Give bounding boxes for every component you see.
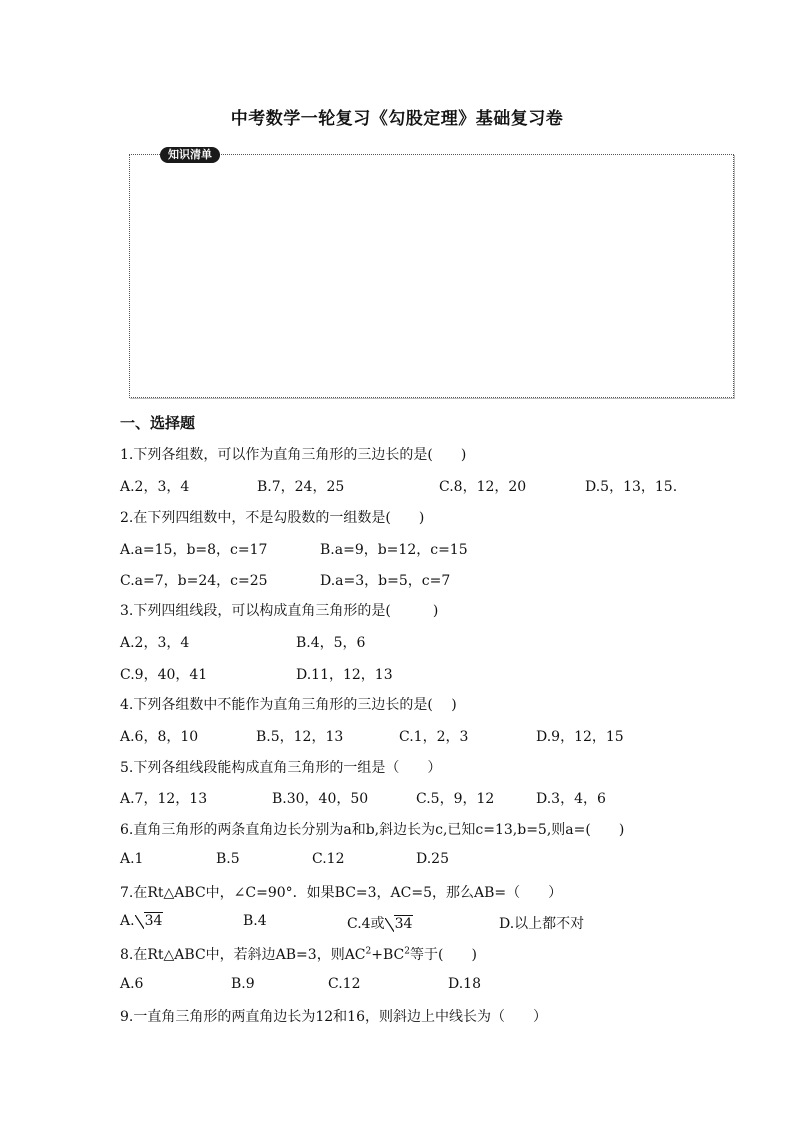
- q3-option-d: D.11，12，13: [296, 667, 393, 683]
- question-2: 2.在下列四组数中，不是勾股数的一组数是( ): [120, 510, 425, 526]
- section-heading: 一、选择题: [120, 414, 196, 432]
- q7-option-a: [120, 913, 163, 929]
- q4-option-d: D.9，12，15: [536, 729, 624, 745]
- q5-option-d: D.3，4，6: [536, 791, 606, 807]
- q2-option-d: D.a=3，b=5，c=7: [320, 573, 451, 589]
- q8-option-a: A.6: [120, 976, 144, 992]
- q8-text-mid: +BC: [371, 947, 405, 963]
- page-title: 中考数学一轮复习《勾股定理》基础复习卷: [230, 109, 564, 129]
- q7-option-a-prefix: A.: [120, 913, 135, 929]
- q3-option-b: B.4，5，6: [296, 635, 366, 651]
- q1-option-a: A.2，3，4: [120, 479, 190, 495]
- q6-option-a: A.1: [120, 851, 144, 867]
- question-7: 7.在Rt△ABC中，∠C=90°．如果BC=3，AC=5，那么AB=（ ）: [120, 885, 563, 901]
- q7-option-b: B.4: [243, 913, 267, 929]
- q7-option-d: D.以上都不对: [499, 916, 585, 932]
- q5-option-a: A.7，12，13: [120, 791, 208, 807]
- q2-option-b: B.a=9，b=12，c=15: [320, 542, 468, 558]
- q4-option-a: A.6，8，10: [120, 729, 199, 745]
- q8-text-end: 等于( ): [410, 947, 477, 963]
- q3-option-c: C.9，40，41: [120, 667, 208, 683]
- q7-option-c: [347, 913, 413, 933]
- q2-option-a: A.a=15，b=8，c=17: [120, 542, 268, 558]
- question-3: 3.下列四组线段，可以构成直角三角形的是( ): [120, 603, 439, 619]
- knowledge-list-tab: 知识清单: [160, 147, 220, 163]
- knowledge-list-box: [129, 148, 734, 398]
- q8-option-b: B.9: [231, 976, 255, 992]
- q1-option-d: D.5，13，15.: [585, 479, 678, 495]
- q8-superscript-2: 2: [404, 946, 410, 957]
- question-8: [120, 944, 477, 964]
- question-1: 1.下列各组数，可以作为直角三角形的三边长的是( ): [120, 447, 467, 463]
- q4-option-c: C.1，2，3: [399, 729, 469, 745]
- q2-option-c: C.a=7，b=24，c=25: [120, 573, 268, 589]
- question-4: 4.下列各组数中不能作为直角三角形的三边长的是( ): [120, 697, 457, 713]
- q5-option-b: B.30，40，50: [272, 791, 369, 807]
- q5-option-c: C.5，9，12: [416, 791, 495, 807]
- q8-option-c: C.12: [328, 976, 361, 992]
- question-5: 5.下列各组线段能构成直角三角形的一组是（ ）: [120, 760, 442, 776]
- q7-option-c-prefix: C.4或: [347, 916, 385, 932]
- q3-option-a: A.2，3，4: [120, 635, 190, 651]
- question-6: 6.直角三角形的两条直角边长分别为a和b,斜边长为c,已知c=13,b=5,则a=( ): [120, 822, 625, 838]
- q4-option-b: B.5，12，13: [256, 729, 344, 745]
- q7-option-a-radicand: 34: [144, 913, 163, 929]
- q6-option-b: B.5: [216, 851, 240, 867]
- q1-option-c: C.8，12，20: [439, 479, 527, 495]
- q8-text-start: 8.在Rt△ABC中，若斜边AB=3，则AC: [120, 947, 366, 963]
- q8-superscript-1: 2: [365, 946, 372, 957]
- q6-option-c: C.12: [312, 851, 345, 867]
- question-9: 9.一直角三角形的两直角边长为12和16，则斜边上中线长为（ ）: [120, 1009, 547, 1025]
- q1-option-b: B.7，24，25: [257, 479, 345, 495]
- q7-option-c-radicand: 34: [394, 916, 413, 932]
- sqrt-symbol: [385, 916, 414, 932]
- q8-option-d: D.18: [448, 976, 481, 992]
- sqrt-symbol: [135, 913, 164, 929]
- q6-option-d: D.25: [416, 851, 449, 867]
